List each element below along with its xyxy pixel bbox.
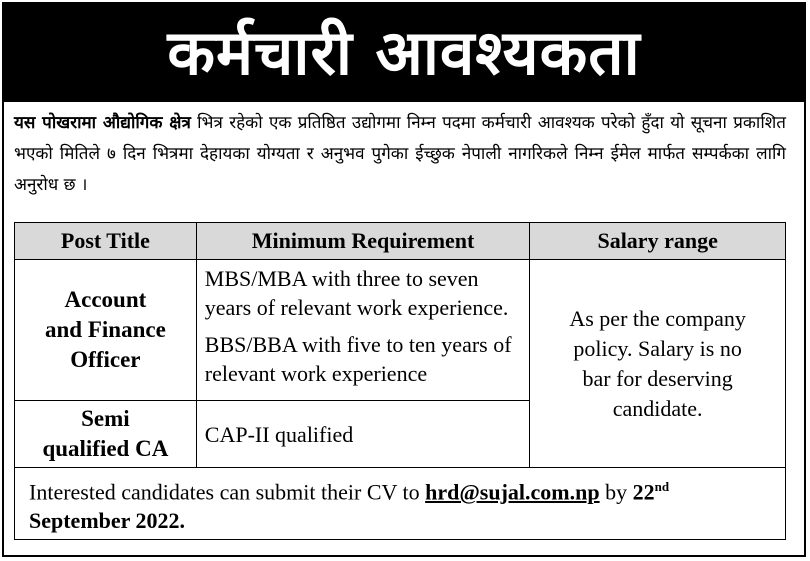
footer-by: by xyxy=(599,479,633,505)
requirement-item: BBS/BBA with five to ten years of relevant work experience xyxy=(204,332,512,386)
deadline-month-year: September 2022. xyxy=(29,508,186,534)
requirement-item: MBS/MBA with three to seven years of relevant work experience. xyxy=(204,266,509,320)
footer-prefix: Interested candidates can submit their CV to xyxy=(29,479,426,505)
table-row xyxy=(15,260,786,401)
intro-bold-part: यस पोखरामा औद्योगिक क्षेत्र xyxy=(14,113,191,133)
salary-line: As per the company xyxy=(569,305,746,331)
footer-row xyxy=(15,468,786,540)
post-title-line: and Finance xyxy=(45,317,166,342)
salary-line: candidate. xyxy=(612,395,703,421)
banner xyxy=(4,4,804,102)
post-title-cell xyxy=(15,401,197,468)
salary-line: bar for deserving xyxy=(582,365,733,391)
requirements-table xyxy=(14,222,786,540)
deadline-day: 22 xyxy=(632,479,655,505)
salary-cell xyxy=(530,260,786,468)
email-link[interactable]: hrd@sujal.com.np xyxy=(425,479,600,505)
banner-title: कर्मचारी आवश्यकता xyxy=(167,16,641,89)
post-title-cell xyxy=(15,260,197,401)
requirement-item: CAP-II qualified xyxy=(204,421,354,447)
deadline-day-suffix: nd xyxy=(654,479,670,494)
post-title-line: Officer xyxy=(70,347,141,372)
post-title-line: Account xyxy=(64,287,147,312)
intro-rest: भित्र रहेको एक प्रतिष्ठित उद्योगमा निम्न पदमा कर्मचारी आवश्यक परेको हुँदा यो सूचना प्रकाशित भएको मितिले ७ दिन भित्रमा देहायका योग्यता र अनुभव पुगेका ईच्छुक नेपाली नागरिकले निम्न ईमेल मार्फत सम्पर्कका लागि अनुरोध छ । xyxy=(14,113,786,195)
post-title-line: Semi xyxy=(81,406,130,431)
requirement-cell xyxy=(196,401,530,468)
requirement-cell xyxy=(196,260,530,401)
header-minimum-requirement: Minimum Requirement xyxy=(196,223,530,260)
post-title-line: qualified CA xyxy=(42,436,169,461)
table-header-row xyxy=(15,223,786,260)
intro-paragraph xyxy=(14,108,786,201)
salary-line: policy. Salary is no xyxy=(573,335,742,361)
footer-cell xyxy=(15,468,786,540)
header-salary-range: Salary range xyxy=(530,223,786,260)
header-post-title: Post Title xyxy=(15,223,197,260)
